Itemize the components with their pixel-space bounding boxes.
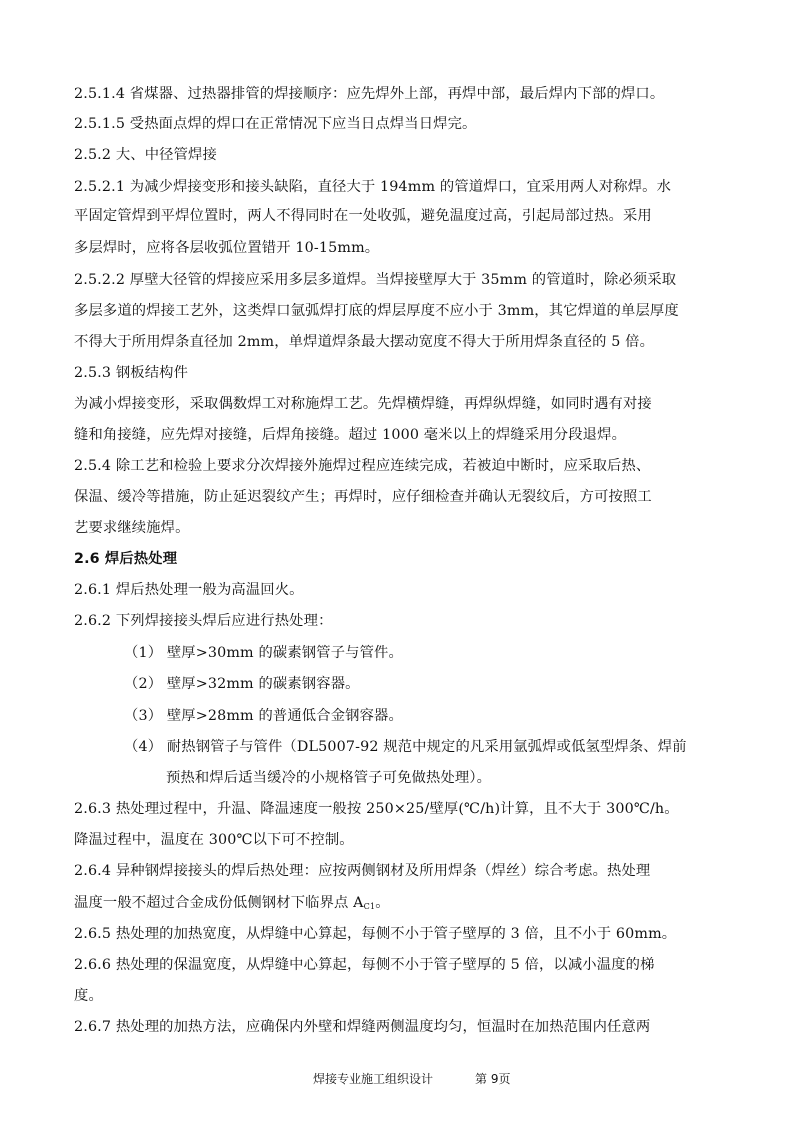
text-line: 多层多道的焊接工艺外，这类焊口氩弧焊打底的焊层厚度不应小于 3mm，其它焊道的单层厚度	[74, 303, 679, 319]
text-fragment: 。	[375, 895, 390, 911]
text-line: 2.5.1.5 受热面点焊的焊口在正常情况下应当日点焊当日焊完。	[74, 116, 477, 132]
list-item: （3） 壁厚>28mm 的普通低合金钢容器。	[124, 708, 403, 724]
text-line: 多层焊时，应将各层收弧位置错开 10-15mm。	[74, 240, 380, 256]
text-fragment: 温度一般不超过合金成份低侧钢材下临界点 A	[74, 895, 364, 911]
text-line: 2.6.3 热处理过程中，升温、降温速度一般按 250×25/壁厚(℃/h)计算，且不大于 300℃/h。	[74, 801, 679, 817]
subscript: C1	[363, 902, 376, 911]
page-number: 第 9页	[475, 1072, 511, 1086]
text-line: 2.5.1.4 省煤器、过热器排管的焊接顺序：应先焊外上部，再焊中部，最后焊内下部的焊口。	[74, 86, 665, 102]
text-line	[74, 893, 390, 917]
section-title: 2.6 焊后热处理	[74, 551, 178, 567]
text-line: 缝和角接缝，应先焊对接缝，后焊角接缝。超过 1000 毫米以上的焊缝采用分段退焊。	[74, 427, 627, 443]
text-line: 平固定管焊到平焊位置时，两人不得同时在一处收弧，避免温度过高，引起局部过热。采用	[74, 208, 652, 224]
list-item-continuation: 预热和焊后适当缓冷的小规格管子可免做热处理）。	[166, 770, 492, 786]
list-item: （4） 耐热钢管子与管件（DL5007-92 规范中规定的凡采用氩弧焊或低氢型焊条、焊前	[124, 739, 687, 755]
text-line: 2.5.2.1 为减少焊接变形和接头缺陷，直径大于 194mm 的管道焊口，宜采用两人对称焊。水	[74, 179, 672, 195]
text-line: 为减小焊接变形，采取偶数焊工对称施焊工艺。先焊横焊缝，再焊纵焊缝，如同时遇有对接	[74, 396, 652, 412]
text-line: 2.6.4 异种钢焊接接头的焊后热处理：应按两侧钢材及所用焊条（焊丝）综合考虑。热处理	[74, 863, 651, 879]
text-line: 2.5.2.2 厚壁大径管的焊接应采用多层多道焊。当焊接壁厚大于 35mm 的管道时，除必须采取	[74, 272, 677, 288]
text-line: 保温、缓冷等措施，防止延迟裂纹产生；再焊时，应仔细检查并确认无裂纹后，方可按照工	[74, 489, 652, 505]
text-line: 不得大于所用焊条直径加 2mm，单焊道焊条最大摆动宽度不得大于所用焊条直径的 5 倍。	[74, 334, 655, 350]
section-heading: 2.5.2 大、中径管焊接	[74, 147, 217, 163]
text-line: 2.6.2 下列焊接接头焊后应进行热处理：	[74, 613, 333, 629]
text-line: 2.6.6 热处理的保温宽度，从焊缝中心算起，每侧不小于管子壁厚的 5 倍，以减小温度的梯	[74, 957, 655, 973]
list-item: （1） 壁厚>30mm 的碳素钢管子与管件。	[124, 645, 403, 661]
text-line: 2.6.5 热处理的加热宽度，从焊缝中心算起，每侧不小于管子壁厚的 3 倍，且不小于 60mm。	[74, 926, 677, 942]
text-line: 2.5.4 除工艺和检验上要求分次焊接外施焊过程应连续完成，若被迫中断时，应采取后热、	[74, 458, 651, 474]
text-line: 2.6.7 热处理的加热方法，应确保内外壁和焊缝两侧温度均匀，恒温时在加热范围内任意两	[74, 1019, 651, 1035]
text-line: 度。	[74, 988, 103, 1004]
text-line: 艺要求继续施焊。	[74, 520, 190, 536]
section-heading: 2.5.3 钢板结构件	[74, 365, 189, 381]
footer-title: 焊接专业施工组织设计	[313, 1072, 434, 1086]
text-line: 降温过程中，温度在 300℃以下可不控制。	[74, 832, 354, 848]
text-line: 2.6.1 焊后热处理一般为高温回火。	[74, 582, 304, 598]
list-item: （2） 壁厚>32mm 的碳素钢容器。	[124, 676, 360, 692]
